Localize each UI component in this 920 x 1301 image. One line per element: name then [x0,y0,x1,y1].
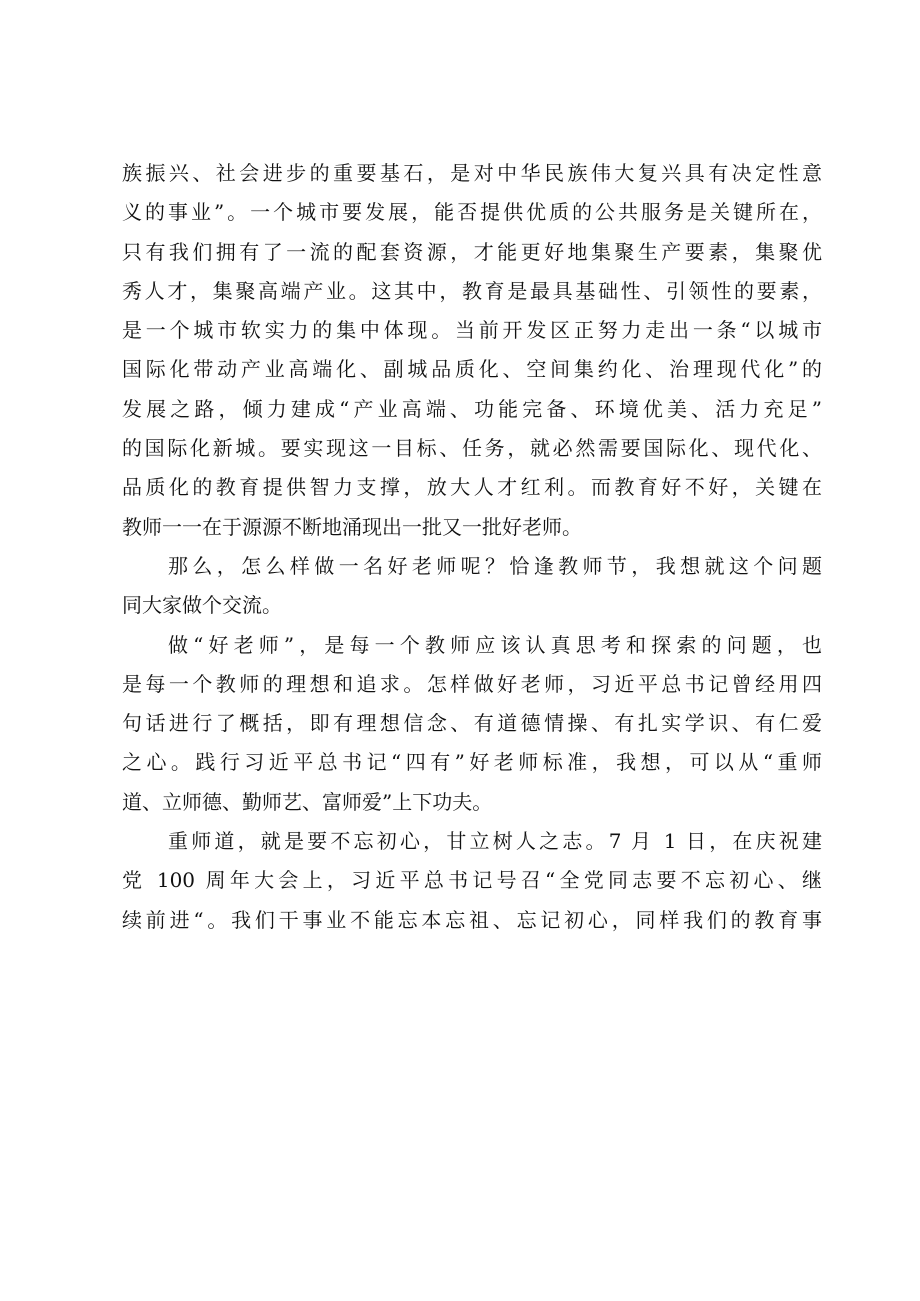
text-line: 是一个城市软实力的集中体现。当前开发区正努力走出一条“以城市 [122,318,822,343]
text-line: 品质化的教育提供智力支撑，放大人才红利。而教育好不好，关键在 [122,475,822,500]
body-text [122,154,822,940]
text-line: 道、立师德、勤师艺、富师爱”上下功夫。 [122,789,493,814]
text-line: 教师一一在于源源不断地涌现出一批又一批好老师。 [122,514,582,539]
text-line: 做“好老师”，是每一个教师应该认真思考和探索的问题，也 [168,632,822,657]
text-line: 的国际化新城。要实现这一目标、任务，就必然需要国际化、现代化、 [122,436,822,461]
text-line: 句话进行了概括，即有理想信念、有道德情操、有扎实学识、有仁爱 [122,711,822,736]
text-line: 秀人才，集聚高端产业。这其中，教育是最具基础性、引领性的要素， [122,278,822,303]
text-line: 是每一个教师的理想和追求。怎样做好老师，习近平总书记曾经用四 [122,671,822,696]
text-line: 发展之路，倾力建成“产业高端、功能完备、环境优美、活力充足” [122,396,822,421]
text-line: 之心。践行习近平总书记“四有”好老师标准，我想，可以从“重师 [122,750,822,775]
text-line: 族振兴、社会进步的重要基石，是对中华民族伟大复兴具有决定性意 [122,161,822,185]
text-line: 重师道，就是要不忘初心，甘立树人之志。7 月 1 日，在庆祝建 [168,829,822,854]
text-line: 只有我们拥有了一流的配套资源，才能更好地集聚生产要素，集聚优 [122,239,822,264]
text-line: 那么，怎么样做一名好老师呢？恰逢教师节，我想就这个问题 [168,553,822,578]
text-line: 国际化带动产业高端化、副城品质化、空间集约化、治理现代化”的 [122,357,822,382]
text-line: 续前进“。我们干事业不能忘本忘祖、忘记初心，同样我们的教育事 [122,907,822,932]
text-line: 党 100 周年大会上，习近平总书记号召“全党同志要不忘初心、继 [122,868,822,893]
text-line: 同大家做个交流。 [122,593,282,618]
text-line: 义的事业”。一个城市要发展，能否提供优质的公共服务是关键所在， [122,200,822,225]
